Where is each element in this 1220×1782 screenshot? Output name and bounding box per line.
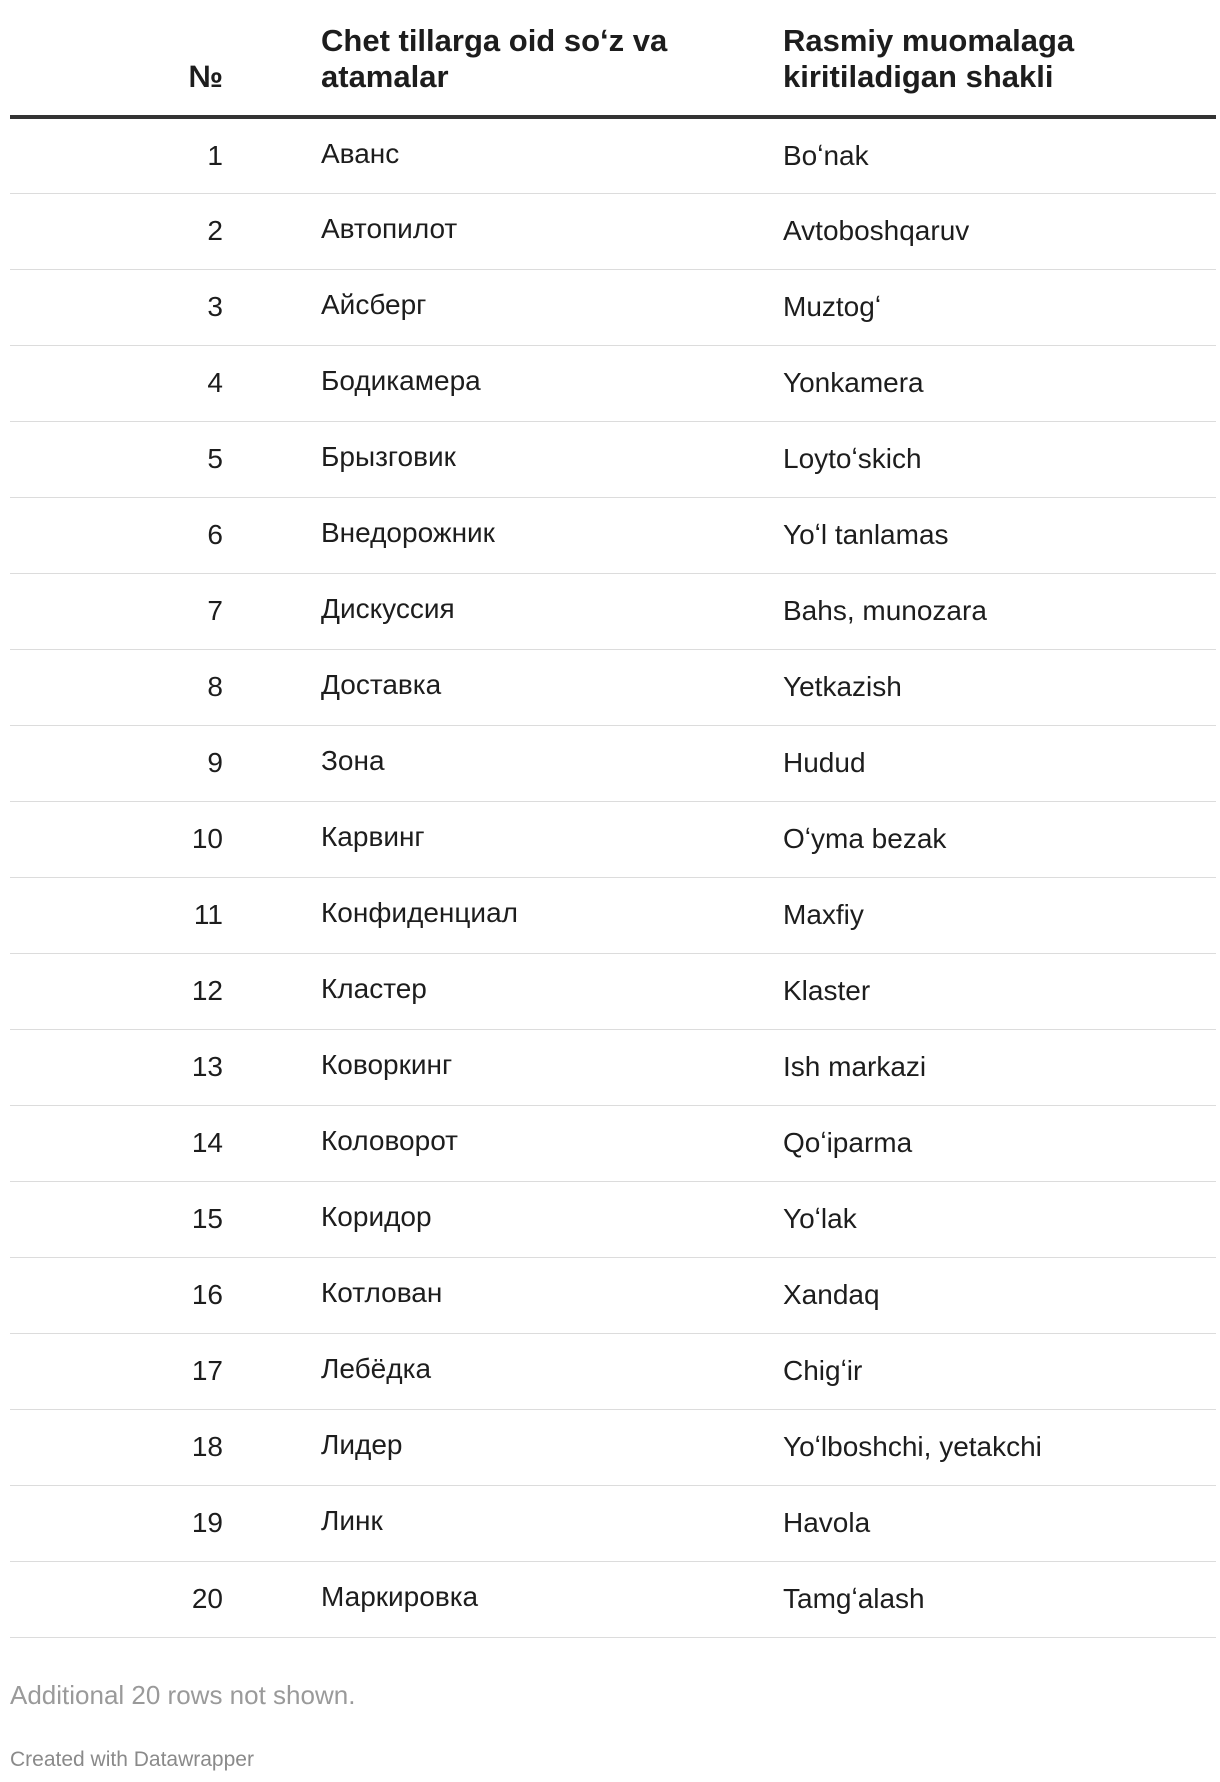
official-form-cell: Klaster: [783, 953, 1216, 1029]
header-foreign-term[interactable]: Chet tillarga oid soʻz va atamalar: [275, 0, 783, 117]
foreign-term-cell: Автопилот: [275, 193, 783, 269]
foreign-term-cell: Коворкинг: [275, 1029, 783, 1105]
row-number-cell: 17: [10, 1333, 275, 1409]
datawrapper-credit-link[interactable]: Created with Datawrapper: [10, 1748, 254, 1771]
table-row: [10, 1409, 1216, 1485]
foreign-term-cell: Лидер: [275, 1409, 783, 1485]
table-row: [10, 117, 1216, 193]
header-official-form[interactable]: Rasmiy muomalaga kiritiladigan shakli: [783, 0, 1216, 117]
table-row: [10, 573, 1216, 649]
foreign-term-cell: Аванс: [275, 117, 783, 193]
row-number-cell: 9: [10, 725, 275, 801]
foreign-term-cell: Дискуссия: [275, 573, 783, 649]
table-row: [10, 1257, 1216, 1333]
foreign-term-cell: Линк: [275, 1485, 783, 1561]
foreign-term-cell: Лебёдка: [275, 1333, 783, 1409]
row-number-cell: 6: [10, 497, 275, 573]
row-number-cell: 18: [10, 1409, 275, 1485]
table-row: [10, 1029, 1216, 1105]
row-number-cell: 5: [10, 421, 275, 497]
table-row: [10, 1333, 1216, 1409]
row-number-cell: 13: [10, 1029, 275, 1105]
foreign-term-cell: Коловорот: [275, 1105, 783, 1181]
official-form-cell: Bahs, munozara: [783, 573, 1216, 649]
table-header: [10, 0, 1216, 117]
row-number-cell: 14: [10, 1105, 275, 1181]
table-row: [10, 877, 1216, 953]
foreign-term-cell: Айсберг: [275, 269, 783, 345]
header-number[interactable]: №: [10, 0, 275, 117]
rows-not-shown-note: Additional 20 rows not shown.: [10, 1680, 356, 1710]
official-form-cell: Maxfiy: [783, 877, 1216, 953]
official-form-cell: Havola: [783, 1485, 1216, 1561]
official-form-cell: Xandaq: [783, 1257, 1216, 1333]
official-form-cell: Boʻnak: [783, 117, 1216, 193]
table-row: [10, 1105, 1216, 1181]
official-form-cell: Hudud: [783, 725, 1216, 801]
official-form-cell: Yoʻlboshchi, yetakchi: [783, 1409, 1216, 1485]
row-number-cell: 19: [10, 1485, 275, 1561]
row-number-cell: 15: [10, 1181, 275, 1257]
foreign-term-cell: Доставка: [275, 649, 783, 725]
datawrapper-table-container: [10, 0, 1216, 1638]
foreign-term-cell: Брызговик: [275, 421, 783, 497]
word-table: [10, 0, 1216, 1638]
table-body: [10, 117, 1216, 1637]
table-row: [10, 649, 1216, 725]
table-row: [10, 1561, 1216, 1637]
foreign-term-cell: Карвинг: [275, 801, 783, 877]
official-form-cell: Qoʻiparma: [783, 1105, 1216, 1181]
official-form-cell: Ish markazi: [783, 1029, 1216, 1105]
row-number-cell: 11: [10, 877, 275, 953]
row-number-cell: 1: [10, 117, 275, 193]
table-row: [10, 1181, 1216, 1257]
table-row: [10, 193, 1216, 269]
table-row: [10, 269, 1216, 345]
official-form-cell: Yetkazish: [783, 649, 1216, 725]
foreign-term-cell: Кластер: [275, 953, 783, 1029]
header-row: [10, 0, 1216, 117]
row-number-cell: 7: [10, 573, 275, 649]
foreign-term-cell: Маркировка: [275, 1561, 783, 1637]
row-number-cell: 4: [10, 345, 275, 421]
foreign-term-cell: Конфиденциал: [275, 877, 783, 953]
table-row: [10, 421, 1216, 497]
table-row: [10, 497, 1216, 573]
foreign-term-cell: Котлован: [275, 1257, 783, 1333]
official-form-cell: Oʻyma bezak: [783, 801, 1216, 877]
official-form-cell: Chigʻir: [783, 1333, 1216, 1409]
official-form-cell: Loytoʻskich: [783, 421, 1216, 497]
official-form-cell: Yonkamera: [783, 345, 1216, 421]
row-number-cell: 2: [10, 193, 275, 269]
table-row: [10, 345, 1216, 421]
official-form-cell: Tamgʻalash: [783, 1561, 1216, 1637]
official-form-cell: Yoʻl tanlamas: [783, 497, 1216, 573]
row-number-cell: 10: [10, 801, 275, 877]
table-row: [10, 953, 1216, 1029]
official-form-cell: Avtoboshqaruv: [783, 193, 1216, 269]
foreign-term-cell: Коридор: [275, 1181, 783, 1257]
row-number-cell: 8: [10, 649, 275, 725]
row-number-cell: 12: [10, 953, 275, 1029]
table-row: [10, 1485, 1216, 1561]
table-row: [10, 725, 1216, 801]
row-number-cell: 16: [10, 1257, 275, 1333]
official-form-cell: Muztogʻ: [783, 269, 1216, 345]
row-number-cell: 3: [10, 269, 275, 345]
foreign-term-cell: Бодикамера: [275, 345, 783, 421]
foreign-term-cell: Внедорожник: [275, 497, 783, 573]
foreign-term-cell: Зона: [275, 725, 783, 801]
row-number-cell: 20: [10, 1561, 275, 1637]
official-form-cell: Yoʻlak: [783, 1181, 1216, 1257]
table-row: [10, 801, 1216, 877]
